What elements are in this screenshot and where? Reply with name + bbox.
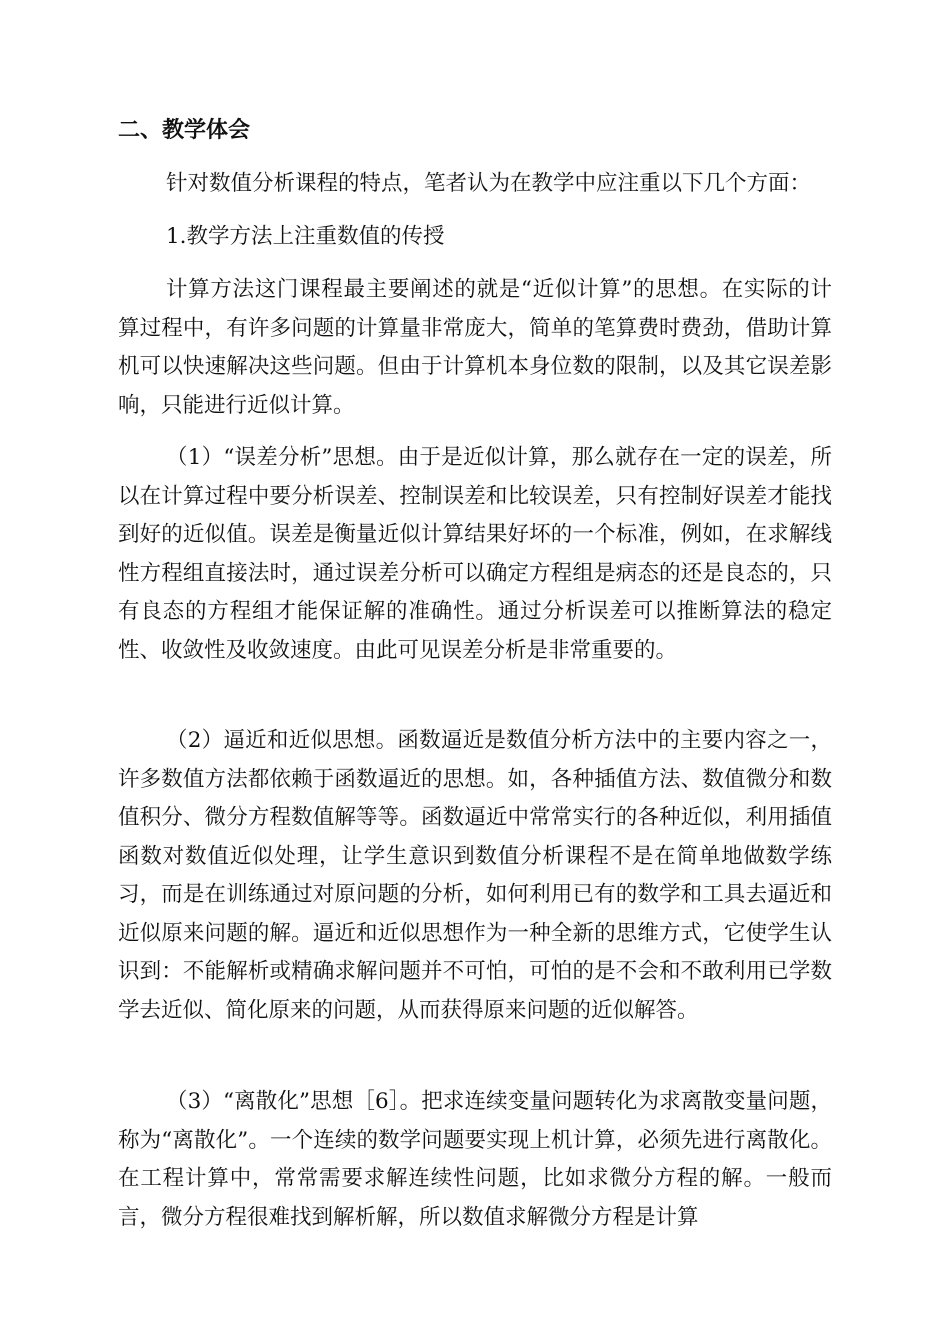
subsection-title: 1.教学方法上注重数值的传授 [166,224,445,249]
discretization-paragraph: （3）“离散化”思想［6］。把求连续变量问题转化为求离散变量问题，称为“离散化”。一个连续的数学问题要实现上机计算，必须先进行离散化。在工程计算中，常常需要求解连续性问题，比如求微分方程的解。一般而言，微分方程很难找到解析解，所以数值求解微分方程是计算 [118,1089,832,1230]
main-paragraph: 计算方法这门课程最主要阐述的就是“近似计算”的思想。在实际的计算过程中，有许多问题的计算量非常庞大，简单的笔算费时费劲，借助计算机可以快速解决这些问题。但由于计算机本身位数的限制，以及其它误差影响，只能进行近似计算。 [118,277,832,418]
approximation-paragraph: （2）逼近和近似思想。函数逼近是数值分析方法中的主要内容之一，许多数值方法都依赖于函数逼近的思想。如，各种插值方法、数值微分和数值积分、微分方程数值解等等。函数逼近中常常实行的各种近似，利用插值函数对数值近似处理，让学生意识到数值分析课程不是在简单地做数学练习，而是在训练通过对原问题的分析，如何利用已有的数学和工具去逼近和近似原来问题的解。逼近和近似思想作为一种全新的思维方式，它使学生认识到：不能解析或精确求解问题并不可怕，可怕的是不会和不敢利用已学数学去近似、简化原来的问题，从而获得原来问题的近似解答。 [118,728,832,1023]
intro-paragraph: 针对数值分析课程的特点，笔者认为在教学中应注重以下几个方面： [166,171,812,196]
section-heading: 二、教学体会 [118,118,251,143]
error-analysis-paragraph: （1）“误差分析”思想。由于是近似计算，那么就存在一定的误差，所以在计算过程中要分析误差、控制误差和比较误差，只有控制好误差才能找到好的近似值。误差是衡量近似计算结果好坏的一个标准，例如，在求解线性方程组直接法时，通过误差分析可以确定方程组是病态的还是良态的，只有良态的方程组才能保证解的准确性。通过分析误差可以推断算法的稳定性、收敛性及收敛速度。由此可见误差分析是非常重要的。 [118,445,832,663]
